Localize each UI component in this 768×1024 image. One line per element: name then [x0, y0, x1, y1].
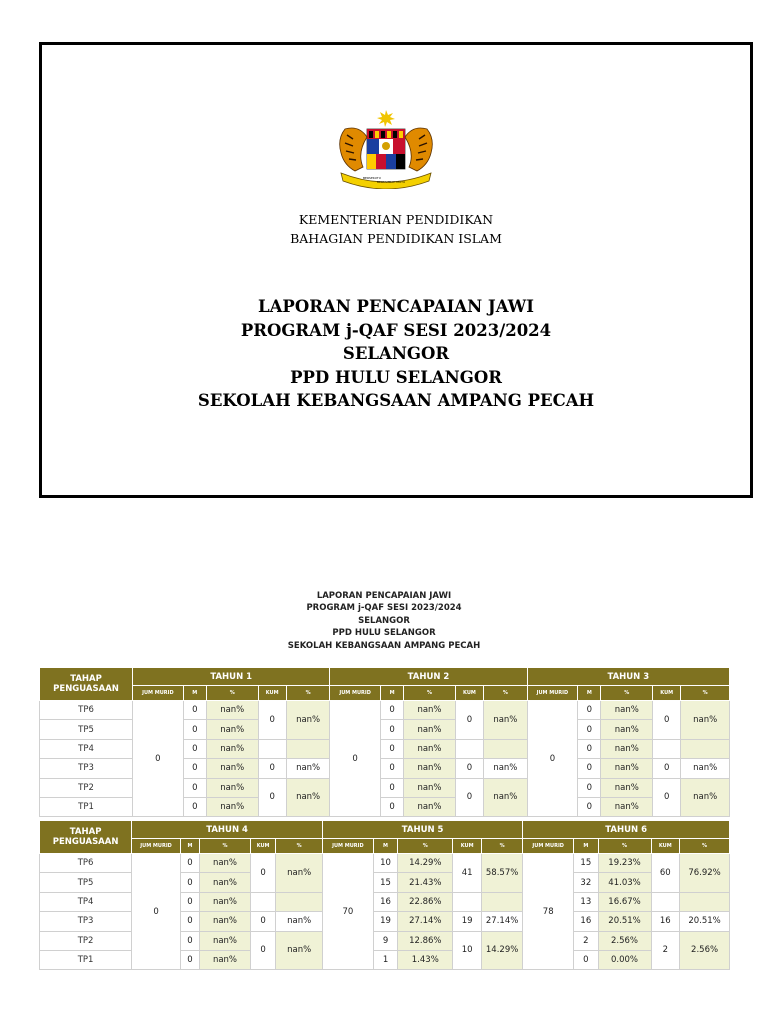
m-value: 0 [183, 759, 206, 778]
kum-header: KUM [653, 686, 681, 701]
kum-value: 60 [651, 854, 680, 893]
table-row [40, 854, 730, 873]
tahap-level-label: TP4 [40, 892, 132, 911]
percent-value: nan% [404, 720, 456, 739]
tahap-penguasaan-header [40, 821, 132, 854]
title-line: SEKOLAH KEBANGSAAN AMPANG PECAH [197, 391, 595, 410]
m-value: 15 [574, 854, 598, 873]
m-value: 0 [380, 797, 403, 816]
tahap-level-label: TP6 [40, 854, 132, 873]
percent-value: 20.51% [598, 912, 651, 931]
year-header: TAHUN 5 [322, 821, 522, 839]
kum-header: KUM [258, 686, 286, 701]
percent-value: nan% [601, 778, 653, 797]
kum-percent-header: % [484, 686, 528, 701]
report-header-line: PPD HULU SELANGOR [332, 628, 436, 639]
m-value: 0 [183, 739, 206, 758]
percent-value: nan% [404, 759, 456, 778]
title-line: LAPORAN PENCAPAIAN JAWI [258, 297, 534, 316]
kum-percent-value: nan% [484, 778, 528, 817]
percent-value: nan% [601, 739, 653, 758]
percent-value: nan% [206, 759, 258, 778]
m-header: M [183, 686, 206, 701]
tahap-penguasaan-header [40, 668, 133, 701]
kum-percent-value: nan% [286, 759, 330, 778]
percent-value: nan% [404, 778, 456, 797]
percent-value: nan% [206, 720, 258, 739]
report-title-block [42, 295, 750, 413]
title-line: SELANGOR [342, 344, 450, 363]
kum-percent-header: % [286, 686, 330, 701]
percent-value: 22.86% [398, 892, 453, 911]
kum-percent-value: nan% [484, 759, 528, 778]
kum-percent-header: % [680, 839, 730, 854]
jum-murid-value: 78 [523, 854, 574, 970]
kum-percent-value: nan% [276, 912, 323, 931]
m-value: 0 [380, 701, 403, 720]
tahap-label: TAHAP [69, 827, 102, 837]
percent-value: nan% [200, 950, 251, 969]
m-value: 0 [183, 778, 206, 797]
m-value: 0 [380, 778, 403, 797]
jum-murid-header: JUM MURID [322, 839, 373, 854]
jum-murid-header: JUM MURID [523, 839, 574, 854]
tahap-level-label: TP6 [40, 701, 133, 720]
kum-value: 0 [250, 912, 275, 931]
percent-header: % [398, 839, 453, 854]
m-value: 0 [574, 950, 598, 969]
jum-murid-value: 0 [132, 854, 181, 970]
kum-value: 0 [250, 854, 275, 893]
m-value: 0 [180, 873, 199, 892]
tahap-level-label: TP1 [40, 950, 132, 969]
kum-percent-value: nan% [681, 701, 730, 740]
percent-header: % [404, 686, 456, 701]
kum-percent-empty [484, 739, 528, 758]
kum-empty [651, 892, 680, 911]
m-value: 19 [373, 912, 397, 931]
kum-value: 0 [455, 759, 483, 778]
year-header: TAHUN 4 [132, 821, 323, 839]
percent-value: nan% [601, 701, 653, 720]
m-value: 15 [373, 873, 397, 892]
kum-percent-empty [681, 739, 730, 758]
kum-percent-empty [680, 892, 730, 911]
percent-value: 1.43% [398, 950, 453, 969]
kum-percent-value: nan% [286, 701, 330, 740]
kum-percent-header: % [481, 839, 522, 854]
kum-header: KUM [453, 839, 482, 854]
kum-value: 41 [453, 854, 482, 893]
percent-value: nan% [601, 720, 653, 739]
percent-value: nan% [200, 931, 251, 950]
percent-value: nan% [404, 797, 456, 816]
m-value: 0 [380, 720, 403, 739]
title-line: PPD HULU SELANGOR [290, 367, 502, 387]
percent-value: nan% [206, 739, 258, 758]
m-value: 13 [574, 892, 598, 911]
percent-value: 19.23% [598, 854, 651, 873]
report-header-line: PROGRAM j-QAF SESI 2023/2024 [306, 603, 462, 614]
m-value: 0 [380, 739, 403, 758]
tahap-level-label: TP3 [40, 912, 132, 931]
m-header: M [380, 686, 403, 701]
kum-percent-header: % [681, 686, 730, 701]
kum-value: 0 [455, 778, 483, 817]
percent-value: 41.03% [598, 873, 651, 892]
tahap-level-label: TP2 [40, 778, 133, 797]
kum-value: 0 [258, 759, 286, 778]
m-header: M [373, 839, 397, 854]
jum-murid-header: JUM MURID [133, 686, 184, 701]
penguasaan-label: PENGUASAAN [53, 684, 119, 694]
kum-empty [258, 739, 286, 758]
percent-value: nan% [404, 739, 456, 758]
m-value: 2 [574, 931, 598, 950]
svg-text:BERTAMBAH MUTU: BERTAMBAH MUTU [377, 180, 406, 184]
m-value: 0 [180, 892, 199, 911]
department-line: BAHAGIAN PENDIDIKAN ISLAM [290, 231, 502, 246]
percent-value: 12.86% [398, 931, 453, 950]
kum-percent-value: 20.51% [680, 912, 730, 931]
kum-percent-empty [286, 739, 330, 758]
report-header-line: SELANGOR [358, 615, 410, 626]
m-value: 9 [373, 931, 397, 950]
percent-value: nan% [601, 797, 653, 816]
percent-value: nan% [206, 797, 258, 816]
kum-percent-header: % [276, 839, 323, 854]
kum-value: 10 [453, 931, 482, 970]
kum-empty [453, 892, 482, 911]
kum-empty [455, 739, 483, 758]
m-value: 0 [578, 759, 601, 778]
m-value: 0 [180, 931, 199, 950]
tahap-level-label: TP5 [40, 720, 133, 739]
tahap-level-label: TP5 [40, 873, 132, 892]
m-value: 0 [578, 720, 601, 739]
percent-value: 27.14% [398, 912, 453, 931]
percent-header: % [200, 839, 251, 854]
m-value: 0 [183, 720, 206, 739]
kum-percent-empty [276, 892, 323, 911]
year-header: TAHUN 2 [330, 668, 527, 686]
kum-header: KUM [651, 839, 680, 854]
percent-value: nan% [200, 892, 251, 911]
kum-header: KUM [455, 686, 483, 701]
kum-percent-value: nan% [681, 778, 730, 817]
percent-value: 14.29% [398, 854, 453, 873]
kum-percent-value: 2.56% [680, 931, 730, 970]
m-value: 1 [373, 950, 397, 969]
m-value: 0 [380, 759, 403, 778]
m-header: M [180, 839, 199, 854]
percent-header: % [598, 839, 651, 854]
title-line: PROGRAM j-QAF SESI 2023/2024 [240, 320, 552, 340]
m-value: 0 [180, 950, 199, 969]
tahap-level-label: TP2 [40, 931, 132, 950]
percent-value: nan% [200, 912, 251, 931]
jum-murid-header: JUM MURID [132, 839, 181, 854]
kum-value: 2 [651, 931, 680, 970]
kum-value: 0 [653, 701, 681, 740]
m-value: 10 [373, 854, 397, 873]
report-header [0, 590, 768, 652]
kum-percent-value: 27.14% [481, 912, 522, 931]
kum-percent-value: nan% [484, 701, 528, 740]
kum-percent-value: 14.29% [481, 931, 522, 970]
kum-value: 16 [651, 912, 680, 931]
report-header-line: LAPORAN PENCAPAIAN JAWI [316, 591, 452, 601]
percent-value: nan% [206, 701, 258, 720]
percent-value: nan% [601, 759, 653, 778]
m-header: M [578, 686, 601, 701]
year-header: TAHUN 1 [133, 668, 330, 686]
tahap-label: TAHAP [70, 674, 102, 684]
percent-value: nan% [200, 873, 251, 892]
m-value: 0 [183, 797, 206, 816]
kum-value: 0 [250, 931, 275, 970]
report-header-line: SEKOLAH KEBANGSAAN AMPANG PECAH [287, 640, 481, 651]
table-row [40, 701, 730, 720]
kum-value: 0 [258, 778, 286, 817]
m-value: 0 [578, 797, 601, 816]
kum-empty [653, 739, 681, 758]
jum-murid-value: 0 [330, 701, 381, 817]
jum-murid-header: JUM MURID [527, 686, 578, 701]
percent-value: 2.56% [598, 931, 651, 950]
year-header: TAHUN 3 [527, 668, 729, 686]
m-value: 0 [180, 912, 199, 931]
jum-murid-header: JUM MURID [330, 686, 381, 701]
percent-value: 21.43% [398, 873, 453, 892]
kum-header: KUM [250, 839, 275, 854]
kum-value: 19 [453, 912, 482, 931]
achievement-table-tahun-4-6 [39, 820, 730, 970]
year-header: TAHUN 6 [523, 821, 730, 839]
m-header: M [574, 839, 598, 854]
cover-page [39, 42, 753, 498]
kum-percent-value: 58.57% [481, 854, 522, 893]
kum-percent-value: 76.92% [680, 854, 730, 893]
m-value: 16 [373, 892, 397, 911]
tahap-level-label: TP4 [40, 739, 133, 758]
achievement-table-tahun-1-3 [39, 667, 730, 817]
kum-value: 0 [455, 701, 483, 740]
malaysia-coat-of-arms-emblem [329, 109, 443, 189]
jum-murid-value: 0 [527, 701, 578, 817]
ministry-line: KEMENTERIAN PENDIDIKAN [298, 212, 494, 227]
kum-value: 0 [653, 778, 681, 817]
percent-header: % [206, 686, 258, 701]
m-value: 0 [578, 778, 601, 797]
jum-murid-value: 0 [133, 701, 184, 817]
percent-value: 0.00% [598, 950, 651, 969]
percent-value: 16.67% [598, 892, 651, 911]
kum-percent-value: nan% [681, 759, 730, 778]
m-value: 0 [578, 701, 601, 720]
kum-percent-value: nan% [276, 854, 323, 893]
kum-percent-value: nan% [286, 778, 330, 817]
percent-header: % [601, 686, 653, 701]
jum-murid-value: 70 [322, 854, 373, 970]
kum-percent-empty [481, 892, 522, 911]
tahap-level-label: TP1 [40, 797, 133, 816]
kum-value: 0 [653, 759, 681, 778]
percent-value: nan% [404, 701, 456, 720]
m-value: 0 [183, 701, 206, 720]
kum-percent-value: nan% [276, 931, 323, 970]
m-value: 32 [574, 873, 598, 892]
tahap-level-label: TP3 [40, 759, 133, 778]
svg-text:BERSEKUTU: BERSEKUTU [363, 176, 381, 180]
penguasaan-label: PENGUASAAN [52, 837, 119, 847]
kum-value: 0 [258, 701, 286, 740]
ministry-heading [42, 210, 750, 248]
m-value: 16 [574, 912, 598, 931]
percent-value: nan% [206, 778, 258, 797]
m-value: 0 [180, 854, 199, 873]
m-value: 0 [578, 739, 601, 758]
kum-empty [250, 892, 275, 911]
percent-value: nan% [200, 854, 251, 873]
